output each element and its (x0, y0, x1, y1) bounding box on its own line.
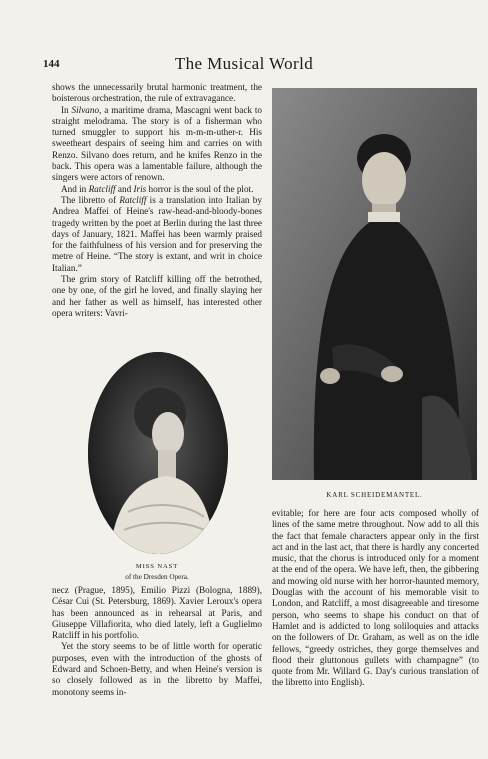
caption-miss-nast (52, 562, 262, 582)
text-run: and (115, 183, 134, 194)
caption-affiliation: of the Dresden Opera. (125, 573, 189, 581)
opera-title: Ratcliff (119, 194, 147, 205)
portrait-karl-scheidemantel-image (272, 88, 477, 480)
paragraph: necz (Prague, 1895), Emilio Pizzi (Bologna, 1889), César Cui (St. Petersburg, 1869). Xavier Leroux's opera has been announced as in rehearsal at Paris, and Giuseppe Villafiorita, who died lately, left a Guglielmo Ratcliff in his portfolio. (52, 585, 262, 641)
paragraph: Yet the story seems to be of little worth for operatic purposes, even with the introduction of the ghosts of Edward and Schoen-Betty, and when Heine's version is so closely followed as in the libretto by Maffei, monotony seems in- (52, 641, 262, 697)
portrait-karl-scheidemantel (272, 88, 477, 480)
paragraph (52, 105, 262, 184)
opera-title: Silvano (71, 104, 100, 115)
caption-karl-scheidemantel: KARL SCHEIDEMANTEL. (326, 491, 423, 499)
portrait-miss-nast (88, 352, 228, 554)
page-number: 144 (43, 58, 60, 70)
opera-title: Ratcliff (88, 183, 116, 194)
text-run: The libretto of (61, 194, 120, 205)
left-column-bottom (52, 585, 262, 698)
text-run: In (61, 104, 72, 115)
right-column (272, 508, 479, 689)
caption-name: MISS NAST (135, 563, 179, 570)
portrait-miss-nast-image (88, 352, 228, 554)
paragraph: evitable; for here are four acts composed wholly of lines of the same metre throughout. Now add to all this the fact that female characters appear only in the first act and in the last act, that there is hardly any concerted music, that the chorus is introduced only for a moment at the end of the opera. We have left, then, the gibbering and mowing old nurse with her horror-haunted memory, Douglas with the account of his memorable visit to London, and Ratcliff, a most disagreeable and tiresome person, who seems to shape his conduct on that of Hamlet and is addicted to long soliloquies and attacks on the followers of Dr. Graham, as well as on the idle fellows, “greedy ostriches, they gorge themselves and flood their gluttonous gullets with champagne” (to quote from Mr. Willard G. Day's curious translation of the libretto into English). (272, 508, 479, 688)
paragraph (52, 195, 262, 274)
left-column-top (52, 82, 262, 319)
text-run: is a translation into Italian by Andrea Maffei of Heine's raw-head-and-bloody-bones tragedy written by the poet at Berlin during the last three days of January, 1821. Maffei has been warmly praised for the faithfulness of his version and for preserving the metre of Heine. “The story is extant, and writ in choice Italian.” (52, 194, 262, 273)
opera-title: Iris (133, 183, 147, 194)
text-run: And in (61, 183, 89, 194)
paragraph (52, 184, 262, 195)
text-run: horror is the soul of the plot. (146, 183, 254, 194)
text-run: , a maritime drama, Mascagni went back to straight melodrama. The story is of a fisherman who turned smuggler to support his m-m-m-uther-r. His sweetheart despairs of seeing him and carries on with Renzo. Silvano does return, and he knifes Renzo in the back. This opera was a lamentable failure, although the singers were actors of renown. (52, 104, 263, 183)
running-title: The Musical World (174, 54, 314, 73)
paragraph: shows the unnecessarily brutal harmonic treatment, the boisterous orchestration, the rule of extravagance. (52, 82, 262, 104)
paragraph: The grim story of Ratcliff killing off the betrothed, one by one, of the girl he loved, and finally slaying her and her father as well as himself, has interested other opera writers: Vavri- (52, 274, 262, 318)
